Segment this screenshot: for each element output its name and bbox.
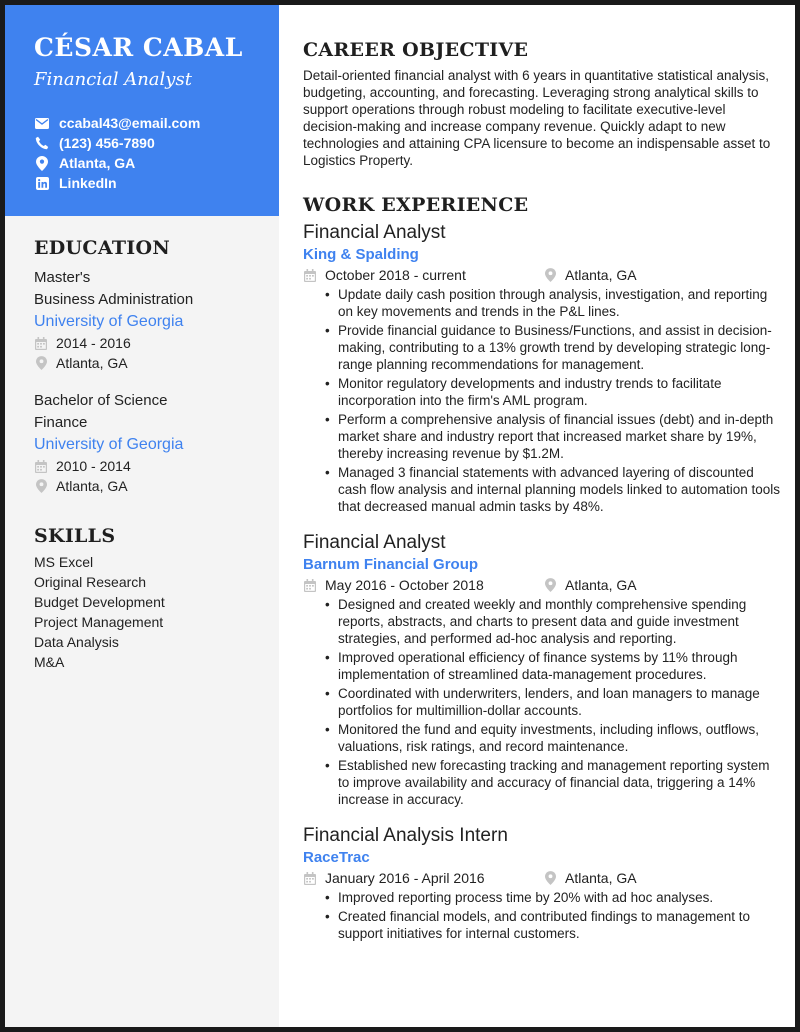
- education-degree: Master's: [34, 269, 91, 286]
- job-bullet: • Perform a comprehensive analysis of financial issues (debt) and in-depth market share and industry report that increased market share by 19%, thereby increasing revenue by $1.2M.: [325, 411, 781, 462]
- job-entry: [303, 824, 781, 942]
- calendar-icon: [303, 871, 317, 885]
- candidate-role: Financial Analyst: [34, 69, 192, 90]
- contact-phone[interactable]: [34, 133, 259, 153]
- calendar-icon: [34, 459, 48, 473]
- job-bullet: • Monitored the fund and equity investments, including inflows, outflows, valuations, risk ratings, and record maintenance.: [325, 721, 781, 755]
- main-column: [303, 5, 781, 944]
- education-dates-row: [34, 333, 259, 353]
- job-title: Financial Analysis Intern: [303, 825, 508, 846]
- map-pin-icon: [34, 356, 48, 370]
- skill-item: Original Research: [34, 574, 147, 590]
- job-title: Financial Analyst: [303, 532, 446, 553]
- linkedin-icon: [34, 175, 50, 191]
- phone-icon: [34, 135, 50, 151]
- education-school: University of Georgia: [34, 313, 184, 330]
- job-bullet: • Monitor regulatory developments and industry trends to facilitate incorporation into the firm's AML program.: [325, 375, 781, 409]
- candidate-name: CÉSAR CABAL: [34, 33, 243, 62]
- contact-email-text: ccabal43@email.com: [59, 115, 201, 131]
- job-bullet: • Update daily cash position through analysis, investigation, and reporting on key movements and trends in the P&L lines.: [325, 286, 781, 320]
- skills-list: [34, 552, 259, 672]
- skill-item: Budget Development: [34, 594, 165, 610]
- job-dates: May 2016 - October 2018: [325, 577, 484, 593]
- map-pin-icon: [34, 155, 50, 171]
- objective-heading: CAREER OBJECTIVE: [303, 39, 529, 61]
- header-block: [5, 5, 279, 216]
- education-heading: EDUCATION: [34, 237, 170, 259]
- education-location: Atlanta, GA: [56, 478, 128, 494]
- job-location: Atlanta, GA: [565, 577, 637, 593]
- skill-item: Data Analysis: [34, 634, 119, 650]
- education-item: [34, 267, 259, 373]
- map-pin-icon: [543, 268, 557, 282]
- contact-phone-text: (123) 456-7890: [59, 135, 155, 151]
- job-bullet: • Provide financial guidance to Business/Functions, and assist in decision-making, contributing to a 13% growth trend by developing strategic long-range planning recommendations for management.: [325, 322, 781, 373]
- education-school: University of Georgia: [34, 436, 184, 453]
- job-company: Barnum Financial Group: [303, 556, 479, 573]
- job-company: King & Spalding: [303, 246, 419, 263]
- job-meta-row: [303, 868, 781, 888]
- map-pin-icon: [34, 479, 48, 493]
- work-experience-heading: WORK EXPERIENCE: [303, 194, 529, 216]
- job-bullet: • Coordinated with underwriters, lenders, and loan managers to manage portfolios for multimillion-dollar accounts.: [325, 685, 781, 719]
- job-bullets: [303, 596, 781, 808]
- education-location: Atlanta, GA: [56, 355, 128, 371]
- calendar-icon: [303, 268, 317, 282]
- job-meta-row: [303, 575, 781, 595]
- job-bullet: • Managed 3 financial statements with advanced layering of discounted cash flow analysis and internal planning models linked to automation tools that decreased manual admin tasks by 48%.: [325, 464, 781, 515]
- education-dates: 2014 - 2016: [56, 335, 131, 351]
- education-location-row: [34, 353, 259, 373]
- education-degree: Bachelor of Science: [34, 392, 168, 409]
- education-location-row: [34, 476, 259, 496]
- job-bullet: • Created financial models, and contributed findings to management to support initiatives for internal customers.: [325, 908, 781, 942]
- map-pin-icon: [543, 871, 557, 885]
- job-entry: [303, 221, 781, 515]
- education-dates-row: [34, 456, 259, 476]
- job-bullet: • Established new forecasting tracking and management reporting system to improve availability and accuracy of financial data, triggering a 14% increase in accuracy.: [325, 757, 781, 808]
- objective-text: Detail-oriented financial analyst with 6 years in quantitative statistical analysis, budgeting, accounting, and forecasting. Leveraging strong analytical skills to support operations through robust modeling to facilitate executive-level decision-making and increase company revenue. Quickly adapt to new technologies and attaining CPA licensure to become an indispensable asset to Logistics Property.: [303, 68, 771, 168]
- contact-list: [34, 113, 259, 193]
- job-location: Atlanta, GA: [565, 267, 637, 283]
- skill-item: MS Excel: [34, 554, 94, 570]
- job-meta-row: [303, 265, 781, 285]
- job-bullet: • Improved reporting process time by 20% with ad hoc analyses.: [325, 889, 781, 906]
- contact-location: [34, 153, 259, 173]
- skills-heading: SKILLS: [34, 525, 116, 547]
- job-location: Atlanta, GA: [565, 870, 637, 886]
- skill-item: M&A: [34, 654, 65, 670]
- contact-linkedin-text: LinkedIn: [59, 175, 117, 191]
- calendar-icon: [303, 578, 317, 592]
- skill-item: Project Management: [34, 614, 164, 630]
- education-field: Finance: [34, 414, 88, 431]
- education-dates: 2010 - 2014: [56, 458, 131, 474]
- job-dates: January 2016 - April 2016: [325, 870, 485, 886]
- education-item: [34, 390, 259, 496]
- contact-linkedin[interactable]: [34, 173, 259, 193]
- contact-email[interactable]: [34, 113, 259, 133]
- job-bullets: [303, 286, 781, 515]
- sidebar-body: [5, 216, 279, 672]
- job-entry: [303, 531, 781, 808]
- sidebar: [5, 5, 279, 1027]
- map-pin-icon: [543, 578, 557, 592]
- job-bullet: • Improved operational efficiency of finance systems by 11% through implementation of streamlined data-management procedures.: [325, 649, 781, 683]
- job-company: RaceTrac: [303, 849, 370, 866]
- job-bullet: • Designed and created weekly and monthly comprehensive spending reports, abstracts, and charts to present data and guide investment strategies, and performed ad-hoc analysis and reporting.: [325, 596, 781, 647]
- envelope-icon: [34, 115, 50, 131]
- education-field: Business Administration: [34, 291, 194, 308]
- job-title: Financial Analyst: [303, 222, 446, 243]
- contact-location-text: Atlanta, GA: [59, 155, 136, 171]
- job-dates: October 2018 - current: [325, 267, 466, 283]
- job-bullets: [303, 889, 781, 942]
- calendar-icon: [34, 336, 48, 350]
